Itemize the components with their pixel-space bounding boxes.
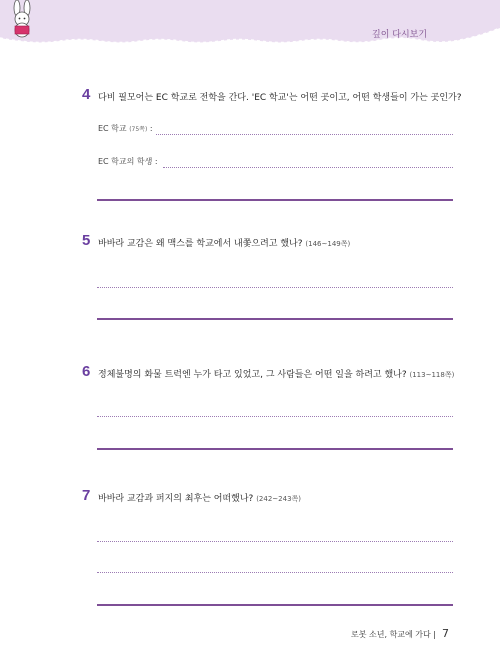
answer-line[interactable] (97, 287, 453, 288)
bunny-icon (0, 0, 46, 40)
field-label-ec-student: EC 학교의 학생 : (98, 157, 158, 166)
question-text: 바바라 교감은 왜 맥스를 학교에서 내쫓으려고 했나? (146~149쪽) (98, 239, 351, 249)
question-number: 6 (82, 363, 91, 380)
question-number: 5 (82, 232, 91, 249)
answer-line[interactable] (97, 541, 453, 542)
answer-line-solid[interactable] (97, 199, 453, 201)
answer-line-solid[interactable] (97, 604, 453, 606)
field-label-ec-school: EC 학교 (75쪽) : (98, 124, 153, 133)
book-title: 로봇 소년, 학교에 가다 | (351, 630, 436, 639)
question-number: 4 (82, 86, 91, 103)
question-number: 7 (82, 487, 91, 504)
answer-line[interactable] (97, 572, 453, 573)
page-footer (351, 627, 449, 640)
page-number: 7 (442, 627, 449, 640)
question-text: 바바라 교감과 퍼지의 최후는 어떠했나? (242~243쪽) (98, 494, 302, 504)
answer-line-solid[interactable] (97, 318, 453, 320)
answer-line[interactable] (163, 167, 453, 168)
page-header (0, 0, 500, 46)
answer-line[interactable] (156, 134, 453, 135)
answer-line-solid[interactable] (97, 448, 453, 450)
question-text: 정체불명의 화물 트럭엔 누가 타고 있었고, 그 사람들은 어떤 일을 하려고 했나? (113~118쪽) (98, 370, 455, 380)
answer-line[interactable] (97, 416, 453, 417)
brand-text: 깊이 다시보기 (372, 30, 428, 40)
question-text: 다비 필모어는 EC 학교로 전학을 간다. 'EC 학교'는 어떤 곳이고, 어떤 학생들이 가는 곳인가? (98, 93, 462, 103)
